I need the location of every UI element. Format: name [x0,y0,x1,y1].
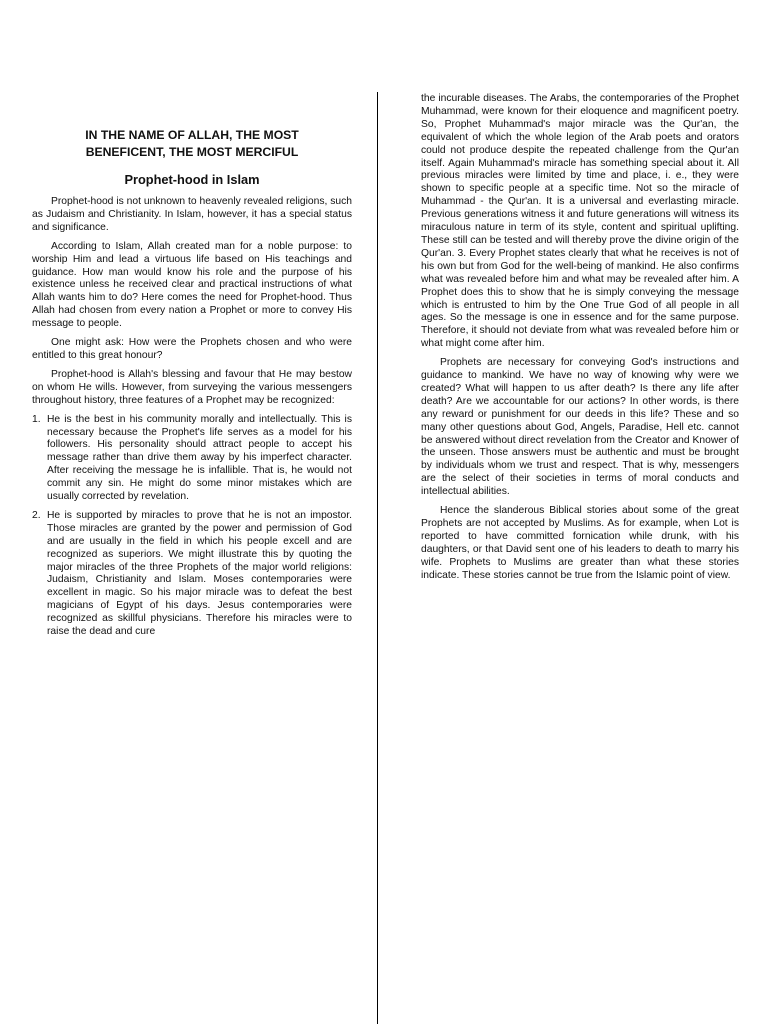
paragraph: Prophet-hood is not unknown to heavenly revealed religions, such as Judaism and Christianity. In Islam, however, it has a special status and significance. [32,196,352,233]
paragraph: One might ask: How were the Prophets chosen and who were entitled to this great honour? [32,337,352,361]
right-column [421,93,739,653]
paragraph: the incurable diseases. The Arabs, the contemporaries of the Prophet Muhammad, were known for their eloquence and magnificent poetry. So, Prophet Muhammad's major miracle was the Qur'an, the equivalent of which the whole legion of the Arab poets and orators could not produce despite the repeated challenge from the Qur'an itself. Again Muhammad's miracle has something special about it. All previous miracles were limited by time and place, i. e., they were shown to specific people at a specific time. Not so the miracle of Muhammad - the Qur'an. It is a universal and everlasting miracle. Previous generations witness it and future generations will witness its miraculous nature in term of its style, content and spiritual uplifting. These still can be tested and will thereby prove the divine origin of the Qur'an. 3. Every Prophet states clearly that what he receives is not of his own but from God for the well-being of mankind. He also confirms what was revealed before him and what may be revealed after him. A Prophet does this to show that he is simply conveying the message which is entrusted to him by the One True God of all people in all ages. So the message is one in essence and for the same purpose. Therefore, it should not deviate from what was revealed before him or what might come after him. [421,93,739,350]
left-column [32,127,352,645]
paragraph: Hence the slanderous Biblical stories about some of the great Prophets are not accepted by Muslims. As for example, when Lot is reported to have committed fornication while drunk, with his daughters, or that David sent one of his leaders to death to marry his wife. Prophets to Muslims are greater than what these stories indicate. These stories cannot be true from the Islamic point of view. [421,505,739,581]
paragraph: According to Islam, Allah created man for a noble purpose: to worship Him and lead a virtuous life based on His teachings and guidance. How man would know his role and the purpose of his existence unless he received clear and practical instructions of what Allah wants him to do? Here comes the need for Prophet-hood. Thus Allah had chosen from every nation a Prophet or more to convey His message to people. [32,240,352,330]
document-heading: IN THE NAME OF ALLAH, THE MOST BENEFICENT, THE MOST MERCIFUL [85,128,299,159]
column-divider [377,92,378,1024]
paragraph: Prophets are necessary for conveying God's instructions and guidance to mankind. We have no way of knowing why were we created? What will happen to us after death? Is there any life after death? Are we accountable for our actions? In other words, is there any reward or punishment for our deeds in this life? These and so many other questions about God, Angels, Paradise, Hell etc. cannot be answered without direct revelation from the Creator and Knower of the unseen. Those answers must be authentic and must be brought by individuals whom we trust and respect. That is why, messengers are the select of their societies in terms of moral conducts and intellectual abilities. [421,357,739,498]
section-title: Prophet-hood in Islam [124,172,260,187]
list-item-number: 2. [32,509,41,521]
features-list [32,414,352,639]
paragraph: Prophet-hood is Allah's blessing and favour that He may bestow on whom He wills. However, from surveying the various messengers throughout history, three features of a Prophet may be recognized: [32,368,352,406]
list-item-number: 1. [32,413,41,425]
list-item [32,510,352,639]
list-item-text: He is supported by miracles to prove that he is not an impostor. Those miracles are granted by the power and permission of God and are usually in the field in which his people excell and are recognized as superiors. We might illustrate this by quoting the major miracles of the three Prophets of the major world religions: Judaism, Christianity and Islam. Moses contemporaries were excellent in magic. So his major miracle was to defeat the best magicians of Egypt of his days. Jesus contemporaries were recognized as skillful physicians. Therefore his miracles were to raise the dead and cure [47,509,352,638]
list-item-text: He is the best in his community morally and intellectually. This is necessary because the Prophet's life serves as a model for his followers. His personality should attract people to accept his message rather than drive them away by his imperfect character. After receiving the message he is infallible. That is, he would not commit any sin. He might do some minor mistakes which are usually corrected by revelation. [47,413,352,503]
list-item [32,414,352,504]
